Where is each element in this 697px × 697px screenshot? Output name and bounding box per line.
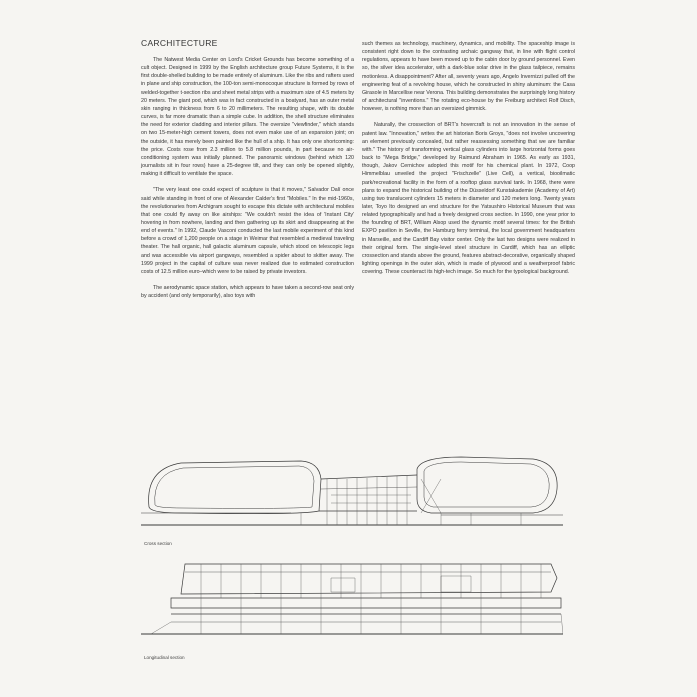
figure-caption: Longitudinal section [144, 655, 185, 660]
cross-section-drawing [141, 449, 563, 539]
paragraph: The aerodynamic space station, which appears to have taken a second-row seat only by accident (and only temporarily), also toys with [141, 285, 354, 300]
figure-caption: Cross section [144, 541, 172, 546]
paragraph: Naturally, the crossection of BRT's hovercraft is not an innovation in the sense of patent law. "Innovation," writes the art historian Boris Groys, "does not involve uncovering an element previously concealed, but rather reassessing something that we are familiar with." The history of transforming vertical glass cylinders into large horizontal forms goes back to "Mega Bridge," developed by Raimund Abraham in 1965. As early as 1931, though, Jakov Cernichov adopted this motif for his chemical plant. In 1972, Coop Himmelblau unveiled the project "Frischzelle" (Live Cell), a vertical, biooilmatic park/recreational facility in the form of a rooftop glass survival tank. In 1968, there were plans to expand the historical building of the Düsseldorf Kunstakademie (Academy of Art) using two translucent cylinders 15 meters in diameter and 120 meters long. Twenty years later, Toyo Ito designed an end structure for the Yatsushiro Historical Museum that was related typographically and had a freely designed cross section. In 1990, one year prior to the founding of BRT, William Alsop used the dynamic motif several times: for the British EXPO pavilion in Seville, the Hamburg ferry terminal, the local government headquarters in Marseille, and the Cardiff Bay visitor center. Only the last two designs were realized in their original form. The single-level steel structure in Cardiff, which has an elliptic crossection and stands above the ground, features abstract-decorative, organically shaped lighting openings in the outer skin, which is made of plywood and a weatherproof fabric covering. These counteract its high-tech image. So much for the typological background. [362, 122, 575, 276]
paragraph: The Natwest Media Center on Lord's Cricket Grounds has become something of a cult object. Designed in 1999 by the English architecture group Future Systems, it is the first double-shelled building to be made entirely of aluminum. Like the ribs and rafters used in plane and ship construction, the 100-ton semi-monocoque structure is formed by rows of welded-together t-section ribs and sheet metal strips with a maximum size of 4.5 meters by 20 meters. The giant pod, which was in fact constructed in a boatyard, has an outer metal skin ranging in thickness from 6 to 20 millimeters. The resulting shape, with its double curves, is far more dramatic than a simple cube. In addition, the shell structure eliminates the need for exterior cladding and interior pillars. The oversize "viewfinder," which stands on two 15-meter-high cement towers, does not even make use of an expansion joint; on the outside, it has merely been painted like the hull of a ship. It has only one shortcoming: the price. Costs rose from 2.3 million to 5.8 million pounds, in part because no air-conditioning system was initially planned. The panoramic windows (behind which 120 journalists sit in four rows) have a 25-degree tilt, and they can only be opened slightly, making it difficult to ventilate the space. [141, 57, 354, 178]
text-column-right [362, 40, 575, 284]
longitudinal-section-drawing [141, 558, 563, 650]
paragraph: such themes as technology, machinery, dynamics, and mobility. The spaceship image is consistent right down to the contrasting archaic gangway that, in line with flight control regulations, appears to have been moved up to the cabin door by ground personnel. Even so, the silver idea accelerator, with a dark-blue solar drive in the glass tailpiece, remains motionless. A disappointment? After all, seventy years ago, Angelo Invernizzi pulled off the engineering feat of a revolving house, which he constructed in shiny aluminum: the Casa Girasole in Marcellise near Verona. This building demonstrates the surprisingly long history of architectural "inventions." The rotating eco-house by the Freiburg architect Rolf Disch, however, is nothing more than an oversized gimmick. [362, 41, 575, 113]
section-heading: CARCHITECTURE [141, 38, 218, 48]
text-column-left [141, 56, 354, 308]
paragraph: "The very least one could expect of sculpture is that it moves," Salvador Dalí once said while standing in front of one of Alexander Calder's first "Mobiles." In the mid-1960s, the revolutionaries from Archigram sought to escape this dictate with architectural mobiles that one could fly away on like airships: "We couldn't resist the idea of 'Instant City' hovering in from nowhere, landing and then gathering up its skirt and disappearing at the end of events." In 1992, Claude Vasconi conducted the last mobile experiment of this kind before a crowd of 1,200 people on a stage in Weimar that resembled a medieval traveling theater. The hall organic, hall galactic aluminum capsule, which stood on telescopic legs and was accessible via airport gangways, resembled a spider about to skitter away. The 1999 project in the capital of culture was never realized due to estimated construction costs of 12.5 million euro–which were to be raised by private investors. [141, 187, 354, 275]
